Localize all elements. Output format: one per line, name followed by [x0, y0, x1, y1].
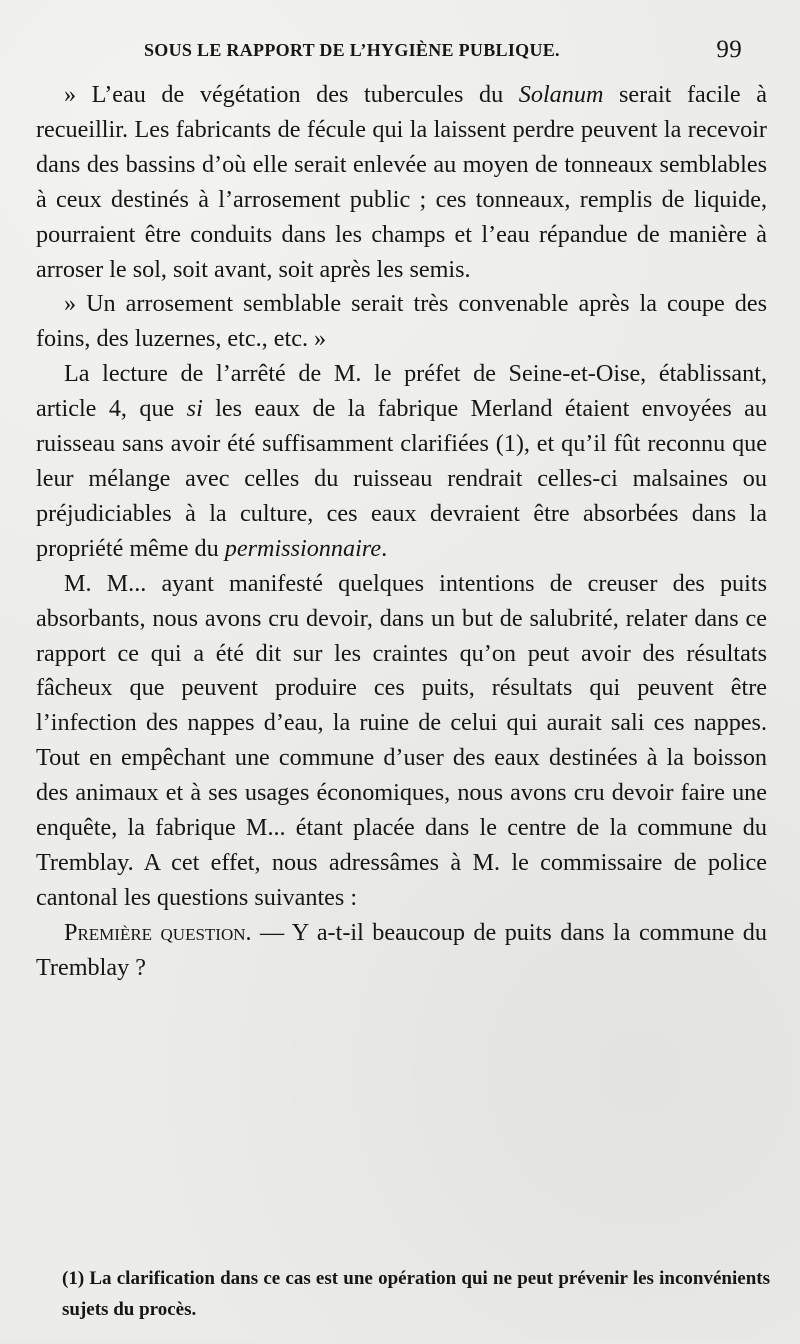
permissionnaire-italic: permissionnaire [224, 534, 382, 562]
paragraph-3-part-1: La lecture de l’arrêté de M. le préfet de Seine-et-Oise, établissant, article 4, que [36, 360, 767, 423]
first-question-label: Première question. [64, 918, 252, 946]
paragraph-3-end: . [381, 534, 388, 562]
paragraph-4: M. M... ayant manifesté quelques intentions de creuser des puits absorbants, nous avons cru devoir, dans un but de salubrité, relater dans ce rapport ce qui a été dit sur les craintes qu’on peut avoir des résultats fâcheux que peuvent produire ces puits, résultats qui peuvent être l’infection des nappes d’eau, la ruine de celui qui aurait sali ces nappes. Tout en empêchant une commune d’user des eaux destinées à la boisson des animaux et à ses usages économiques, nous avons cru devoir faire une enquête, la fabrique M... étant placée dans le centre de la commune du Tremblay. A cet effet, nous adressâmes à M. le commissaire de police cantonal les questions suivantes : [36, 569, 767, 911]
running-head: SOUS LE RAPPORT DE L’HYGIÈNE PUBLIQUE. [144, 40, 560, 60]
body-text [36, 78, 767, 986]
page-header [132, 36, 742, 68]
footnote [62, 1244, 770, 1344]
paragraph-1-suffix: serait facile à recueillir. Les fabricants de fécule qui la laissent perdre peuvent la recevoir dans des bassins d’où elle serait enlevée au moyen de tonneaux semblables à ceux destinés à l’arrosement public ; ces tonneaux, remplis de liquide, pourraient être conduits dans les champs et l’eau répandue de manière à arroser le sol, soit avant, soit après les semis. [36, 81, 767, 283]
solanum-italic: Solanum [518, 81, 604, 108]
first-question-paragraph [36, 916, 767, 986]
paragraph-3 [36, 357, 767, 566]
paragraph-1 [36, 78, 767, 287]
first-question-text: — Y a-t-il beaucoup de puits dans la commune du Tremblay ? [36, 918, 767, 981]
footnote-text: (1) La clarification dans ce cas est une opération qui ne peut prévenir les inconvénients sujets du procès. [62, 1268, 770, 1320]
paragraph-1-prefix: » L’eau de végétation des tubercules du [64, 81, 519, 108]
page-number: 99 [716, 36, 742, 63]
paragraph-3-italic-si: si [186, 395, 203, 423]
paragraph-2: » Un arrosement semblable serait très convenable après la coupe des foins, des luzernes, etc., etc. » [36, 290, 767, 353]
paragraph-3-part-2: les eaux de la fabrique Merland étaient envoyées au ruisseau sans avoir été suffisamment clarifiées (1), et qu’il fût reconnu que leur mélange avec celles du ruisseau rendrait celles-ci malsaines ou préjudiciables à la culture, ces eaux devraient être absorbées dans la propriété même du [36, 395, 767, 562]
